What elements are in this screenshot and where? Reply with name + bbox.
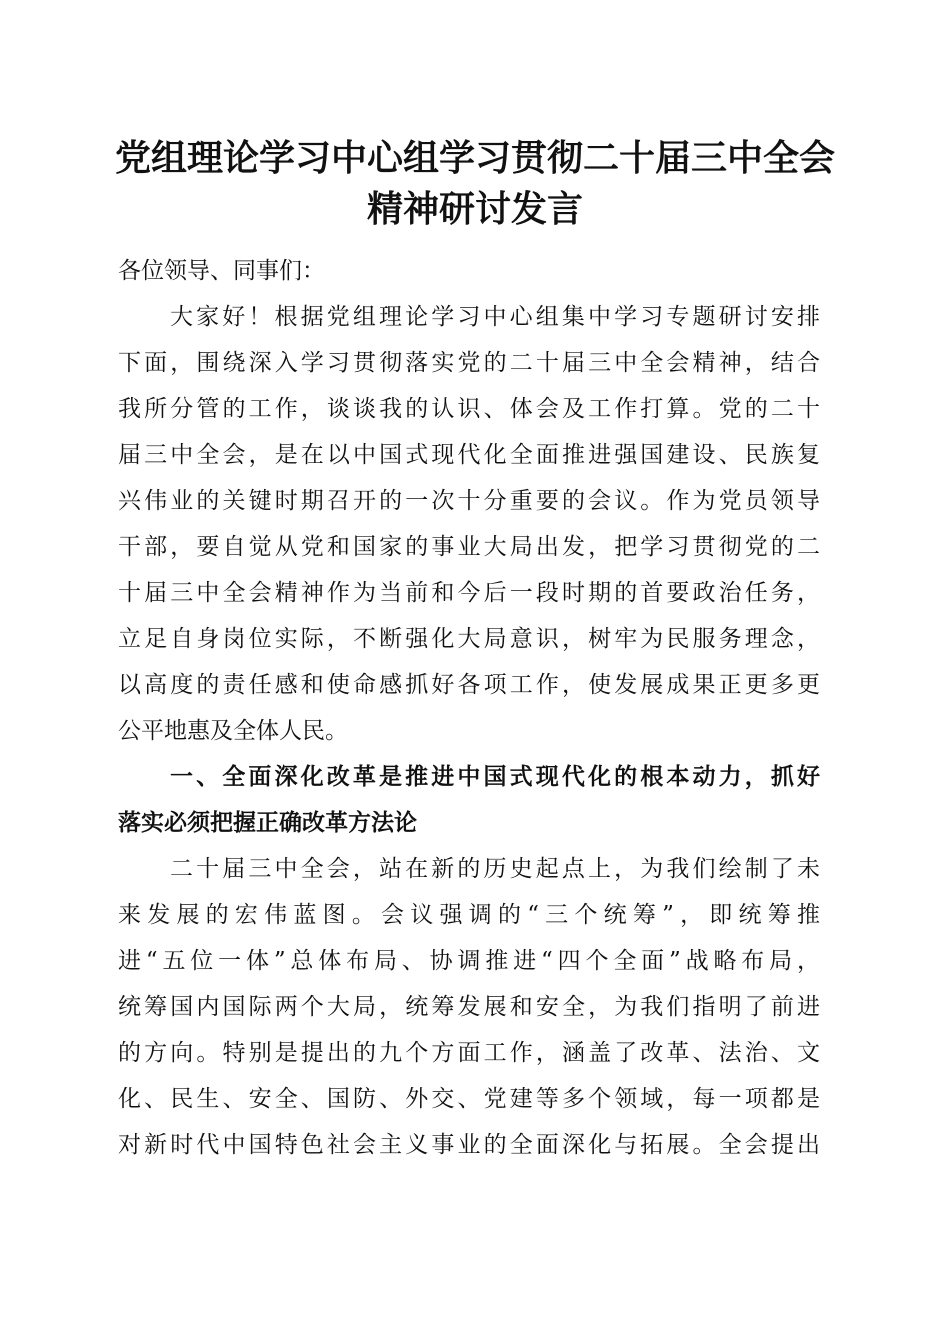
paragraph-line: 十届三中全会精神作为当前和今后一段时期的首要政治任务，: [118, 580, 820, 606]
paragraph-intro: [118, 294, 820, 754]
paragraph-line: 进“五位一体”总体布局、协调推进“四个全面”战略布局，: [118, 948, 820, 974]
paragraph-line: 大家好！根据党组理论学习中心组集中学习专题研讨安排: [170, 304, 820, 330]
section-heading-1: [118, 754, 820, 846]
paragraph-line: 二十届三中全会，站在新的历史起点上，为我们绘制了未: [170, 856, 820, 882]
paragraph-line: 对新时代中国特色社会主义事业的全面深化与拓展。全会提出: [118, 1132, 820, 1158]
paragraph-line: 届三中全会，是在以中国式现代化全面推进强国建设、民族复: [118, 442, 820, 468]
paragraph-line: 统筹国内国际两个大局，统筹发展和安全，为我们指明了前进: [118, 994, 820, 1020]
paragraph-line: 干部，要自觉从党和国家的事业大局出发，把学习贯彻党的二: [118, 534, 820, 560]
document-body: [118, 248, 820, 1168]
heading-line: 一、全面深化改革是推进中国式现代化的根本动力，抓好: [170, 764, 820, 790]
paragraph-line: 兴伟业的关键时期召开的一次十分重要的会议。作为党员领导: [118, 488, 820, 514]
document-title-line-1: 党组理论学习中心组学习贯彻二十届三中全会: [114, 137, 835, 179]
paragraph-line: 立足自身岗位实际，不断强化大局意识，树牢为民服务理念，: [118, 626, 820, 652]
paragraph-line: 我所分管的工作，谈谈我的认识、体会及工作打算。党的二十: [118, 396, 820, 422]
paragraph-line: 下面，围绕深入学习贯彻落实党的二十届三中全会精神，结合: [118, 350, 820, 376]
salutation: 各位领导、同事们：: [118, 258, 325, 284]
heading-line: 落实必须把握正确改革方法论: [118, 810, 417, 836]
paragraph-line: 来发展的宏伟蓝图。会议强调的“三个统筹”，即统筹推: [118, 902, 820, 928]
paragraph-line: 公平地惠及全体人民。: [118, 718, 348, 744]
paragraph-line: 以高度的责任感和使命感抓好各项工作，使发展成果正更多更: [118, 672, 820, 698]
document-title-line-2: 精神研讨发言: [366, 188, 583, 230]
paragraph-line: 的方向。特别是提出的九个方面工作，涵盖了改革、法治、文: [118, 1040, 820, 1066]
paragraph-line: 化、民生、安全、国防、外交、党建等多个领域，每一项都是: [118, 1086, 820, 1112]
paragraph-section-1: [118, 846, 820, 1168]
